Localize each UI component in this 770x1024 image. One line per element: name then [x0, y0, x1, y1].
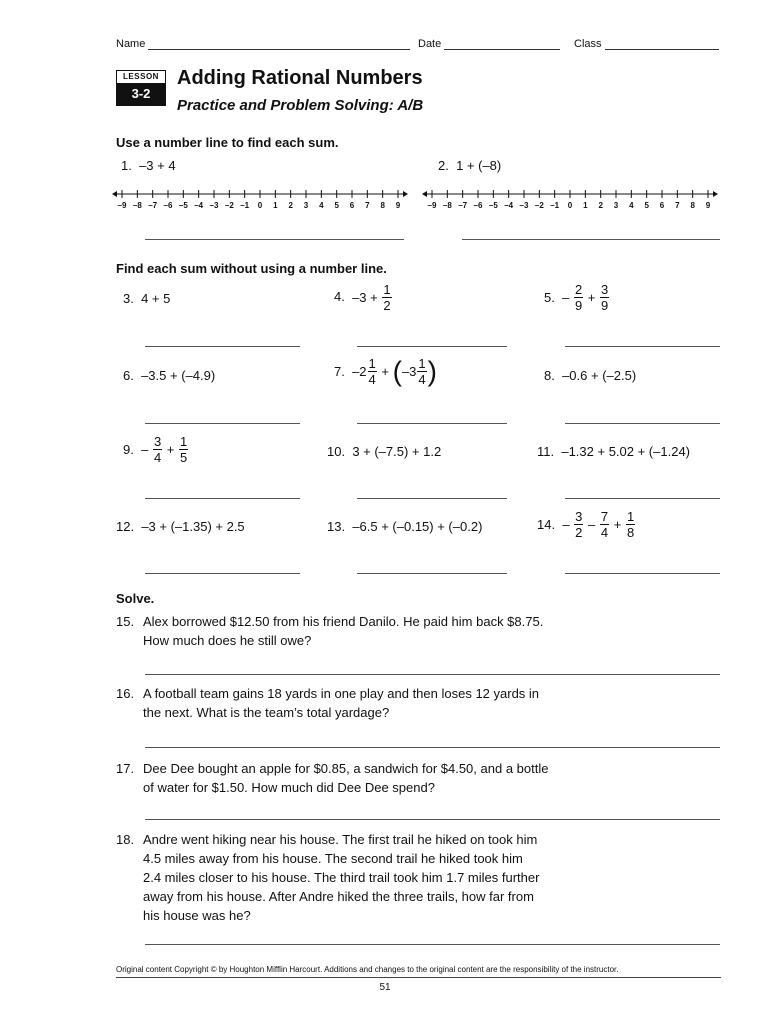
tick-label: 4	[319, 201, 324, 210]
number-line-2	[420, 184, 720, 214]
numerator: 1	[418, 356, 426, 371]
left-paren: (	[392, 355, 402, 387]
problem-9	[123, 435, 189, 464]
tick-label: 8	[380, 201, 385, 210]
problem-14-sign: –	[562, 517, 570, 532]
problem-7-operator: +	[381, 364, 389, 379]
tick-label: 9	[395, 201, 401, 210]
tick-label: –5	[178, 201, 188, 210]
answer-line-9[interactable]	[145, 498, 300, 499]
class-label: Class	[574, 38, 602, 50]
left-arrow-icon	[112, 191, 117, 197]
numerator: 1	[626, 509, 635, 524]
problem-8-expression: –0.6 + (–2.5)	[562, 368, 637, 383]
problem-10-number: 10.	[327, 444, 346, 459]
answer-line-8[interactable]	[565, 423, 720, 424]
problem-5	[544, 283, 610, 312]
problem-18-text: 2.4 miles closer to his house. The third trail took him 1.7 miles further	[143, 870, 540, 885]
number-line-1	[110, 184, 410, 214]
answer-line-6[interactable]	[145, 423, 300, 424]
problem-9-sign: –	[141, 442, 149, 457]
denominator: 2	[383, 298, 391, 313]
problem-9-fraction-2	[179, 435, 188, 464]
answer-line-14[interactable]	[565, 573, 720, 574]
problem-5-number: 5.	[544, 290, 555, 305]
problem-13-expression: –6.5 + (–0.15) + (–0.2)	[352, 519, 483, 534]
tick-label: –3	[519, 201, 529, 210]
problem-2-number: 2.	[438, 158, 449, 173]
tick-label: –9	[117, 201, 127, 210]
problem-1-expression: –3 + 4	[139, 158, 176, 173]
tick-label: 6	[349, 201, 355, 210]
problem-3	[123, 291, 170, 306]
answer-line-13[interactable]	[357, 573, 507, 574]
answer-line-2[interactable]	[462, 239, 720, 240]
problem-6-number: 6.	[123, 368, 134, 383]
problem-9-operator: +	[166, 442, 175, 457]
name-field[interactable]	[116, 38, 410, 50]
problem-3-expression: 4 + 5	[141, 291, 171, 306]
problem-12	[116, 519, 245, 534]
tick-label: 6	[659, 201, 665, 210]
denominator: 2	[575, 525, 583, 540]
page-title: Adding Rational Numbers	[177, 67, 423, 89]
answer-line-10[interactable]	[357, 498, 507, 499]
problem-3-number: 3.	[123, 291, 134, 306]
footer-divider	[116, 977, 721, 978]
problem-16	[116, 684, 539, 722]
denominator: 9	[574, 298, 583, 313]
answer-line-7[interactable]	[357, 423, 507, 424]
tick-label: –7	[458, 201, 468, 210]
class-field[interactable]	[574, 38, 719, 50]
problem-18-text: Andre went hiking near his house. The first trail he hiked on took him	[143, 832, 538, 847]
lesson-label: LESSON	[123, 72, 159, 81]
tick-label: 5	[644, 201, 649, 210]
problem-18-text: his house was he?	[143, 908, 251, 923]
problem-15	[116, 612, 543, 650]
tick-label: 3	[303, 201, 309, 210]
answer-line-11[interactable]	[565, 498, 720, 499]
section2-instruction: Find each sum without using a number line.	[116, 261, 387, 276]
problem-18-text: away from his house. After Andre hiked the three trails, how far from	[143, 889, 534, 904]
tick-label: –2	[224, 201, 234, 210]
section3-instruction: Solve.	[116, 591, 155, 606]
problem-17-text: Dee Dee bought an apple for $0.85, a sandwich for $4.50, and a bottle	[143, 761, 549, 776]
date-label: Date	[418, 38, 442, 50]
problem-11-number: 11.	[537, 444, 555, 459]
numerator: 3	[575, 509, 583, 524]
numerator: 1	[180, 434, 188, 449]
tick-label: –2	[534, 201, 544, 210]
problem-7-whole-2: –3	[401, 364, 417, 379]
name-blank[interactable]	[148, 39, 410, 50]
problem-14	[537, 510, 636, 539]
problem-8	[544, 368, 636, 383]
tick-label: –3	[209, 201, 219, 210]
problem-2-expression: 1 + (–8)	[456, 158, 502, 173]
problem-7	[334, 357, 437, 386]
numerator: 1	[368, 356, 376, 371]
problem-14-operator-1: –	[588, 517, 596, 532]
problem-15-text: Alex borrowed $12.50 from his friend Danilo. He paid him back $8.75.	[143, 614, 544, 629]
tick-label: –4	[504, 201, 514, 210]
problem-13-number: 13.	[327, 519, 346, 534]
problem-4-whole: –3 +	[352, 290, 378, 305]
tick-label: –7	[148, 201, 158, 210]
tick-label: –6	[163, 201, 173, 210]
problem-1	[121, 158, 176, 173]
problem-7-fraction-2	[417, 357, 426, 386]
answer-line-16[interactable]	[145, 747, 720, 748]
denominator: 4	[368, 372, 376, 387]
problem-6-expression: –3.5 + (–4.9)	[141, 368, 216, 383]
lesson-number: 3-2	[117, 83, 165, 105]
problem-14-fraction-3	[626, 510, 635, 539]
lesson-badge	[116, 70, 166, 106]
problem-8-number: 8.	[544, 368, 555, 383]
numerator: 3	[153, 434, 162, 449]
denominator: 5	[180, 450, 188, 465]
denominator: 8	[626, 525, 635, 540]
tick-label: 2	[288, 201, 293, 210]
numerator: 1	[383, 282, 391, 297]
problem-16-number: 16.	[116, 686, 135, 701]
problem-5-operator: +	[587, 290, 596, 305]
tick-label: –1	[240, 201, 250, 210]
problem-9-fraction-1	[153, 435, 162, 464]
tick-label: 5	[334, 201, 339, 210]
left-arrow-icon	[422, 191, 427, 197]
right-arrow-icon	[713, 191, 718, 197]
tick-label: 8	[690, 201, 695, 210]
problem-14-fraction-1	[574, 510, 583, 539]
problem-1-number: 1.	[121, 158, 132, 173]
problem-4-number: 4.	[334, 288, 345, 304]
tick-label: –9	[427, 201, 437, 210]
answer-line-18[interactable]	[145, 944, 720, 945]
answer-line-17[interactable]	[145, 819, 720, 820]
problem-5-fraction-2	[600, 283, 609, 312]
denominator: 9	[601, 298, 609, 313]
denominator: 4	[418, 372, 426, 387]
problem-17	[116, 759, 548, 797]
problem-17-text: of water for $1.50. How much did Dee Dee spend?	[143, 780, 435, 795]
date-blank[interactable]	[444, 39, 560, 50]
section1-instruction: Use a number line to find each sum.	[116, 135, 339, 150]
answer-line-5[interactable]	[565, 346, 720, 347]
answer-line-4[interactable]	[357, 346, 507, 347]
problem-16-text: the next. What is the team’s total yardage?	[143, 705, 390, 720]
problem-16-text: A football team gains 18 yards in one play and then loses 12 yards in	[143, 686, 540, 701]
problem-2	[438, 158, 501, 173]
problem-7-number: 7.	[334, 364, 345, 379]
answer-line-15[interactable]	[145, 674, 720, 675]
problem-11	[537, 444, 690, 459]
tick-label: 3	[613, 201, 619, 210]
problem-14-number: 14.	[537, 517, 556, 532]
tick-label: –8	[132, 201, 142, 210]
problem-18-text: 4.5 miles away from his house. The second trail he hiked took him	[143, 851, 523, 866]
answer-line-3[interactable]	[145, 346, 300, 347]
tick-label: –6	[473, 201, 483, 210]
problem-6	[123, 368, 215, 383]
date-field[interactable]	[418, 38, 560, 50]
tick-label: –5	[488, 201, 498, 210]
problem-10-expression: 3 + (–7.5) + 1.2	[352, 444, 442, 459]
tick-label: 7	[365, 201, 370, 210]
tick-label: 4	[629, 201, 634, 210]
tick-label: 0	[257, 201, 263, 210]
tick-label: –8	[442, 201, 452, 210]
problem-7-whole-1: –2	[352, 364, 367, 379]
answer-line-1[interactable]	[145, 239, 404, 240]
problem-11-expression: –1.32 + 5.02 + (–1.24)	[561, 444, 690, 459]
problem-13	[327, 519, 482, 534]
page-number: 51	[379, 982, 391, 993]
problem-18-number: 18.	[116, 832, 135, 847]
copyright-notice: Original content Copyright © by Houghton Mifflin Harcourt. Additions and changes to the original content are the responsibility of the instructor.	[116, 965, 619, 974]
right-paren: )	[427, 355, 437, 387]
tick-label: 1	[273, 201, 278, 210]
class-blank[interactable]	[605, 39, 719, 50]
tick-label: 1	[583, 201, 588, 210]
tick-label: 0	[567, 201, 573, 210]
answer-line-12[interactable]	[145, 573, 300, 574]
problem-7-fraction-1	[368, 357, 377, 386]
name-label: Name	[116, 38, 146, 50]
problem-9-number: 9.	[123, 442, 134, 457]
numerator: 2	[574, 282, 583, 297]
tick-label: –4	[194, 201, 204, 210]
numerator: 3	[601, 282, 609, 297]
numerator: 7	[600, 509, 609, 524]
problem-12-number: 12.	[116, 519, 135, 534]
problem-4-fraction	[382, 283, 391, 312]
problem-12-expression: –3 + (–1.35) + 2.5	[141, 519, 245, 534]
problem-15-number: 15.	[116, 614, 135, 629]
tick-label: 2	[598, 201, 603, 210]
problem-17-number: 17.	[116, 761, 135, 776]
problem-10	[327, 444, 441, 459]
problem-14-fraction-2	[600, 510, 609, 539]
problem-5-fraction-1	[574, 283, 583, 312]
problem-14-operator-2: +	[613, 517, 622, 532]
denominator: 4	[153, 450, 162, 465]
right-arrow-icon	[403, 191, 408, 197]
tick-label: 9	[705, 201, 711, 210]
tick-label: 7	[675, 201, 680, 210]
tick-label: –1	[550, 201, 560, 210]
problem-5-sign: –	[562, 290, 570, 305]
page-subtitle: Practice and Problem Solving: A/B	[177, 97, 424, 114]
problem-15-text: How much does he still owe?	[143, 633, 312, 648]
problem-18	[116, 830, 539, 925]
problem-4	[334, 283, 393, 312]
denominator: 4	[600, 525, 609, 540]
